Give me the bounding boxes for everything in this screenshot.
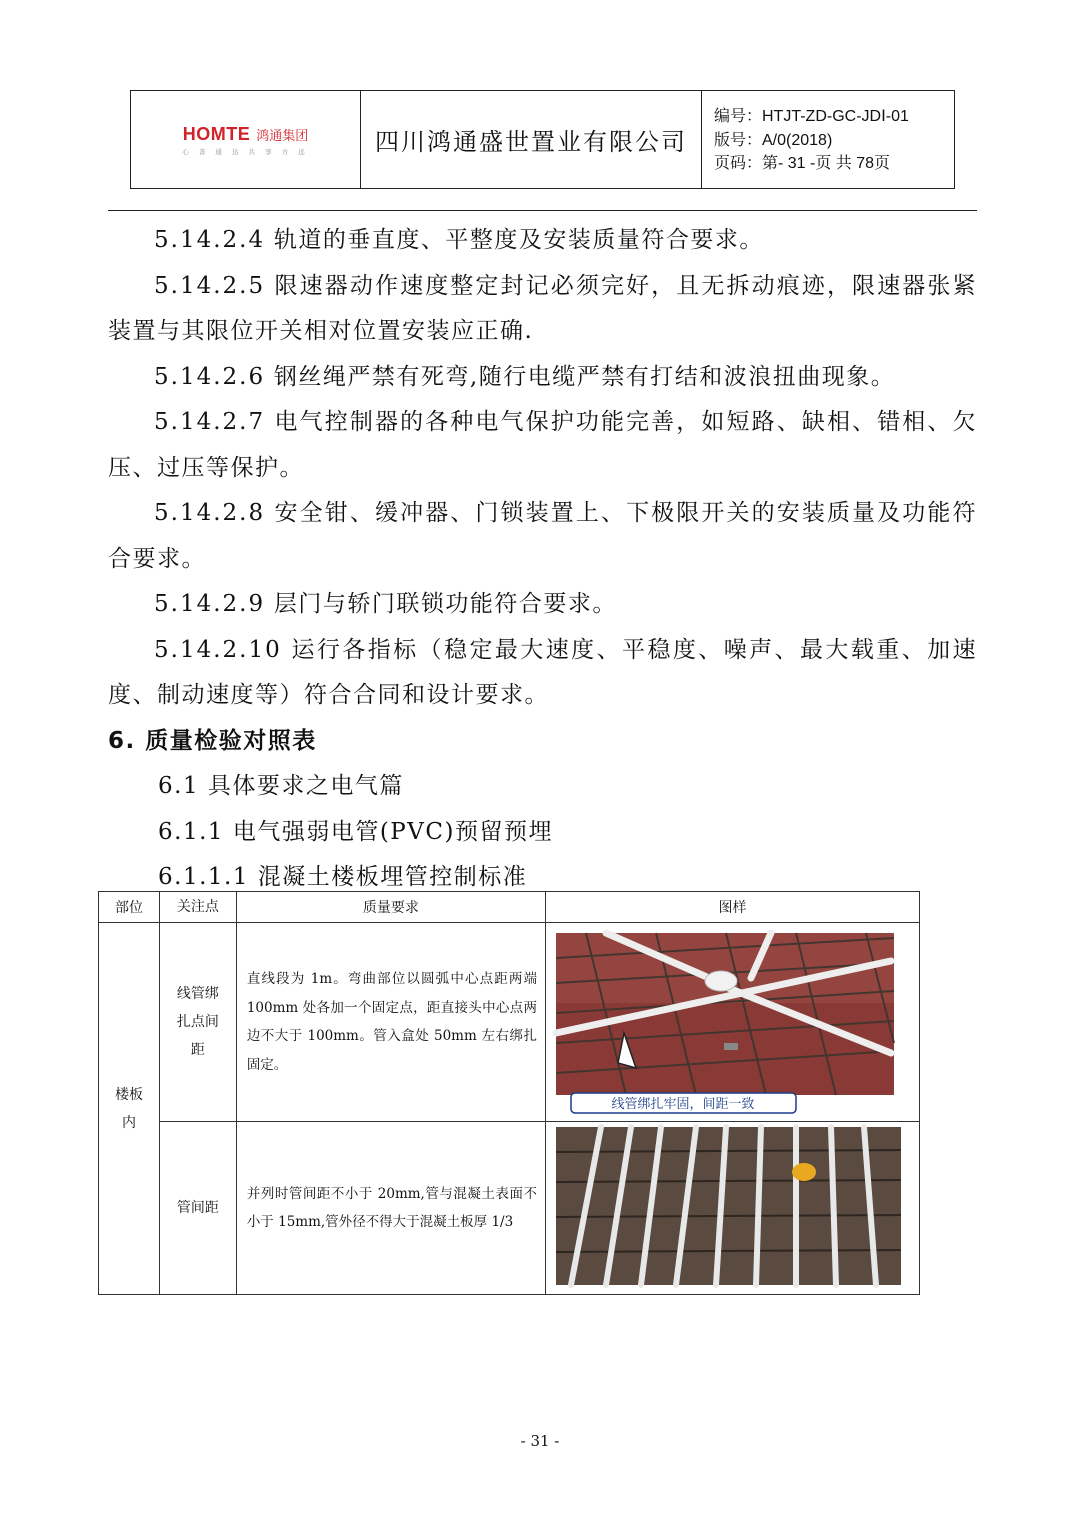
company-logo — [131, 91, 361, 188]
col-header-figure: 图样 — [545, 892, 919, 923]
section-6-title: 6. 质量检验对照表 — [108, 727, 317, 754]
conduit-spacing-photo — [546, 1122, 919, 1294]
clause-5-14-2-6: 5.14.2.6 钢丝绳严禁有死弯,随行电缆严禁有打结和波浪扭曲现象。 — [154, 363, 896, 390]
section-6-1-1-title: 6.1.1 电气强弱电管(PVC)预留预埋 — [158, 818, 553, 845]
focus-cell: 线管绑扎点间距 — [159, 923, 236, 1122]
section-6-1-1-1-title: 6.1.1.1 混凝土楼板埋管控制标准 — [158, 864, 528, 890]
logo-brand-text: HOMTE — [182, 123, 251, 144]
clause-5-14-2-4: 5.14.2.4 轨道的垂直度、平整度及安装质量符合要求。 — [154, 227, 764, 253]
table-row — [99, 923, 920, 1122]
page-number: - 31 - — [520, 1432, 560, 1450]
doc-page-info: 页码：第- 31 -页 共 78页 — [714, 155, 891, 172]
photo-caption: 线管绑扎牢固，间距一致 — [611, 1097, 755, 1112]
requirement-cell: 并列时管间距不小于 20mm,管与混凝土表面不小于 15mm,管外径不得大于混凝土板厚 1/3 — [236, 1122, 545, 1295]
doc-version: 版号：A/0(2018) — [714, 131, 833, 149]
conduit-binding-photo — [546, 923, 919, 1121]
quality-inspection-table — [98, 891, 920, 1295]
col-header-focus: 关注点 — [159, 892, 236, 923]
col-header-requirement: 质量要求 — [236, 892, 545, 923]
document-body — [108, 218, 977, 901]
document-meta — [702, 91, 954, 188]
col-header-part: 部位 — [99, 892, 160, 923]
clause-5-14-2-7: 5.14.2.7 电气控制器的各种电气保护功能完善，如短路、缺相、错相、欠压、过压等保护。 — [108, 409, 977, 481]
clause-5-14-2-10: 5.14.2.10 运行各指标（稳定最大速度、平稳度、噪声、最大载重、加速度、制动速度等）符合合同和设计要求。 — [108, 636, 978, 708]
logo-slogan: 心 善 通 达 共 享 方 远 — [182, 147, 309, 156]
clause-5-14-2-8: 5.14.2.8 安全钳、缓冲器、门锁装置上、下极限开关的安装质量及功能符合要求。 — [108, 500, 977, 572]
section-6-1-title: 6.1 具体要求之电气篇 — [158, 773, 404, 799]
company-name: 四川鸿通盛世置业有限公司 — [361, 91, 702, 188]
figure-cell — [545, 1122, 919, 1295]
header-divider — [108, 210, 977, 211]
logo-chinese-text: 鸿通集团 — [256, 128, 309, 144]
requirement-cell: 直线段为 1m。弯曲部位以圆弧中心点距两端 100mm 处各加一个固定点，距直接头中心点两边不大于 100mm。管入盒处 50mm 左右绑扎固定。 — [236, 923, 545, 1122]
document-header — [130, 90, 955, 189]
figure-cell — [545, 923, 919, 1122]
clause-5-14-2-9: 5.14.2.9 层门与轿门联锁功能符合要求。 — [154, 591, 617, 617]
doc-code: 编号：HTJT-ZD-GC-JDⅠ-01 — [714, 108, 909, 125]
focus-cell: 管间距 — [159, 1122, 236, 1295]
clause-5-14-2-5: 5.14.2.5 限速器动作速度整定封记必须完好，且无拆动痕迹，限速器张紧装置与其限位开关相对位置安装应正确. — [108, 272, 977, 344]
table-row — [99, 1122, 920, 1295]
part-cell: 楼板内 — [99, 923, 160, 1295]
table-header-row — [99, 892, 920, 923]
